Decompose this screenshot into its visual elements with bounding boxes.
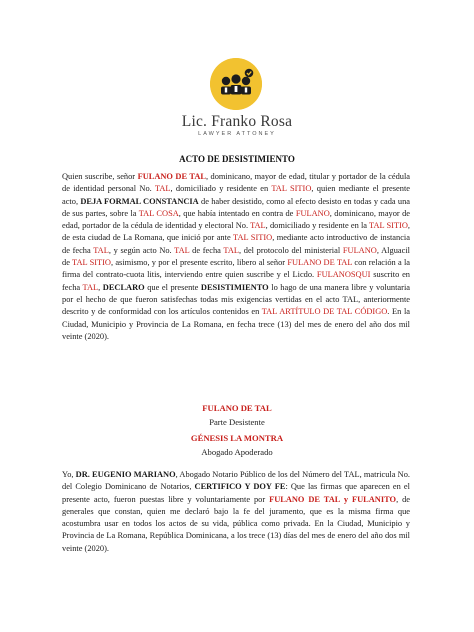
name-highlight: FULANO DE TAL y FULANITO — [269, 494, 397, 504]
notary-paragraph — [62, 469, 410, 555]
placeholder-highlight: FULANO — [342, 245, 377, 255]
text-span: Yo, — [62, 470, 76, 479]
text-span: lo hago de una manera libre y voluntaria por el hecho de que fueron satisfechas todas mis exigencias vertidas en el acto TAL, anteriormente descrito y de conformidad con los artículos contenidos en — [62, 282, 410, 317]
bold-phrase: DEJA FORMAL CONSTANCIA — [80, 196, 199, 206]
text-span: Quien suscribe, señor — [62, 172, 138, 181]
signature-role: Abogado Apoderado — [201, 447, 273, 457]
text-span: , domiciliado y residente en la — [265, 221, 370, 231]
text-span: , asimismo, y por el presente escrito, libero al señor — [110, 258, 288, 268]
logo — [210, 58, 262, 110]
bold-phrase: DR. EUGENIO MARIANO — [75, 470, 176, 479]
text-span: , y según acto No. — [108, 245, 175, 255]
placeholder-highlight: TAL SITIO — [72, 258, 111, 268]
placeholder-highlight: FULANO — [295, 208, 330, 218]
text-span: , de esta ciudad de La Romana, que inició por ante — [62, 221, 410, 243]
bold-phrase: CERTIFICO Y DOY FE — [194, 482, 286, 492]
bold-phrase: DECLARO — [102, 282, 145, 292]
placeholder-highlight: TAL — [82, 282, 99, 292]
placeholder-highlight: TAL SITIO — [271, 184, 312, 194]
text-span: : Que las firmas que aparecen en el presente acto, fueron puestas libre y voluntariamente por — [62, 482, 410, 504]
placeholder-highlight: TAL — [154, 184, 171, 194]
placeholder-highlight: TAL COSA — [138, 208, 179, 218]
text-span: , — [98, 282, 103, 292]
placeholder-highlight: FULANO DE TAL — [287, 258, 353, 268]
text-span: , mediante acto introductivo de instancia de fecha — [62, 233, 410, 255]
placeholder-highlight: TAL — [250, 221, 266, 231]
bold-phrase: DESISTIMIENTO — [200, 282, 269, 292]
name-highlight: FULANO DE TAL — [137, 172, 206, 181]
text-span: , que había intentado en contra de — [178, 208, 296, 218]
text-span: . En la Ciudad, Municipio y Provincia de La Romana, en fecha trece (13) del mes de enero del año dos mil veinte (2020). — [62, 307, 410, 341]
text-span: de fecha — [189, 245, 224, 255]
text-span: , quien mediante el presente acto, — [62, 184, 410, 206]
placeholder-highlight: TAL SITIO — [369, 221, 408, 231]
text-span: , del protocolo del ministerial — [239, 245, 343, 255]
placeholder-highlight: TAL — [93, 245, 109, 255]
document-title: ACTO DE DESISTIMIENTO — [179, 154, 295, 164]
text-span: , dominicano, mayor de edad, portador de la cédula de identidad y electoral No. — [62, 208, 411, 231]
brand-subtitle: LAWYER ATTONEY — [198, 131, 276, 137]
text-span: , dominicano, mayor de edad, titular y portador de la cédula de identidad personal No. — [62, 172, 410, 194]
signature-name: FULANO DE TAL — [202, 403, 272, 413]
signature-role: Parte Desistente — [209, 417, 265, 427]
placeholder-highlight: TAL SITIO — [233, 233, 273, 243]
text-span: suscrito en fecha — [62, 270, 410, 292]
text-span: con relación a la firma del contrato-cuota litis, interviendo entre quien suscribe y el Licdo. — [62, 258, 410, 280]
signature-name: GÉNESIS LA MONTRA — [190, 433, 284, 443]
brand-name: Lic. Franko Rosa — [181, 113, 293, 130]
placeholder-highlight: FULANOSQUI — [316, 270, 371, 280]
text-span: , domiciliado y residente en — [170, 184, 272, 194]
text-span: , Alguacil de — [62, 245, 410, 268]
placeholder-highlight: TAL — [174, 245, 190, 255]
placeholder-highlight: TAL ARTÍTULO DE TAL CÓDIGO — [261, 307, 388, 317]
text-span: , de generales que constan, quien me declaró bajo la fe del juramento, que es la misma firma que acostumbra usar en todos los actos de su vida, pública como privada. En la Ciudad, Municipio y Provincia de La Romana, República Dominicana, a los trece (13) días del mes de enero del año dos mil veinte (2020). — [62, 494, 410, 553]
people-group-icon — [210, 58, 262, 110]
signature-block-party — [0, 403, 474, 427]
text-span: de haber desistido, como al efecto desisto en todas y cada una de sus partes, sobre la — [62, 196, 410, 218]
text-span: que el presente — [144, 282, 201, 292]
signature-block-lawyer — [0, 433, 474, 457]
text-span: , Abogado Notario Público de los del Número del TAL, matricula No. del Colegio Dominicano de Notarios, — [62, 470, 410, 492]
main-paragraph — [62, 171, 410, 343]
placeholder-highlight: TAL — [223, 245, 239, 255]
